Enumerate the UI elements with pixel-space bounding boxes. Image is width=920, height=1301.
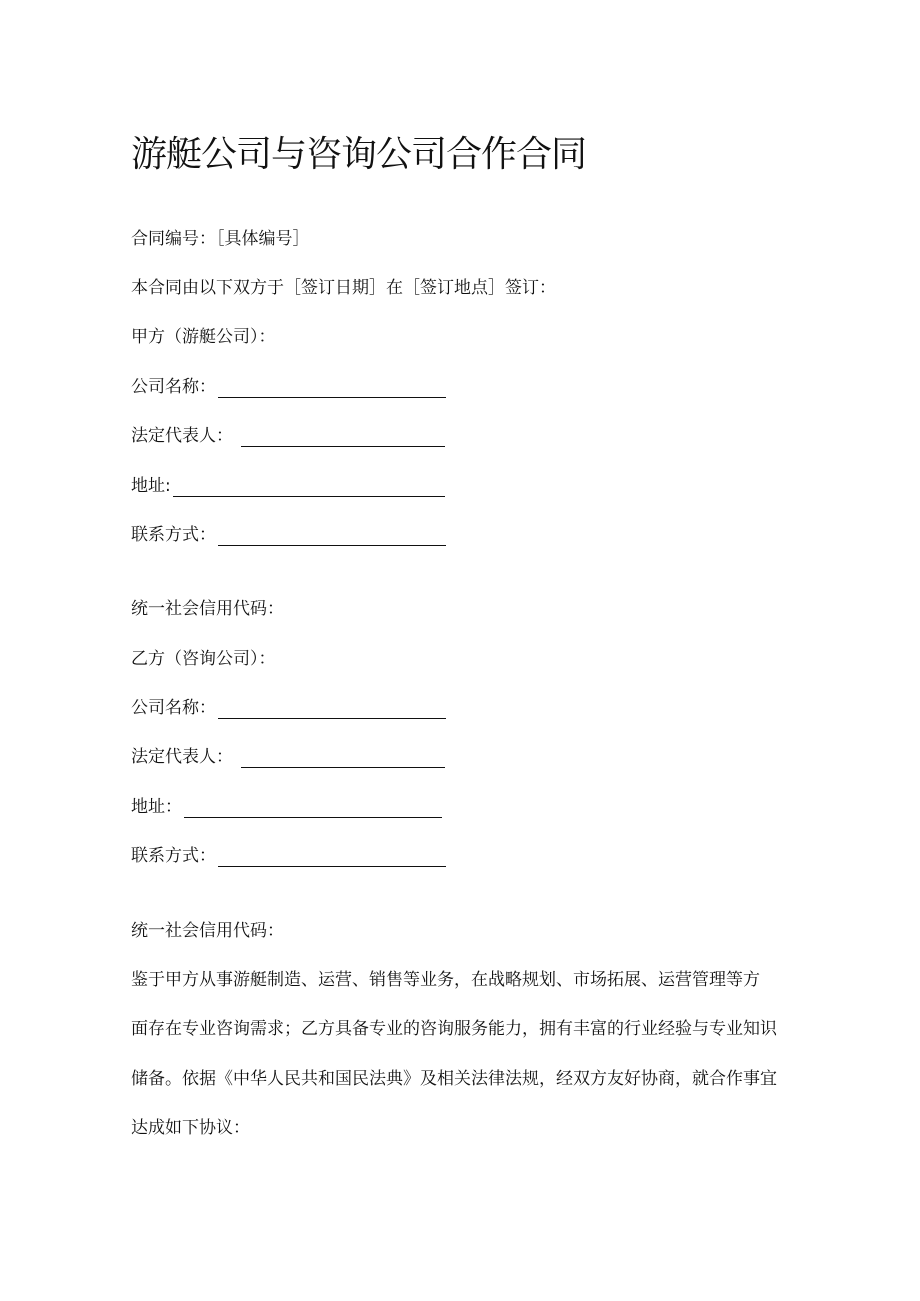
party-a-credit-code-label: 统一社会信用代码： <box>131 599 284 619</box>
preamble-line: 鉴于甲方从事游艇制造、运营、销售等业务，在战略规划、市场拓展、运营管理等方 <box>131 970 760 990</box>
party-b-credit-code-label: 统一社会信用代码： <box>131 921 284 941</box>
party-b-heading-text: 乙方（咨询公司）： <box>131 649 276 669</box>
party-a-legal-rep-row <box>131 423 445 449</box>
party-b-address-field[interactable] <box>184 801 442 818</box>
document-title: 游艇公司与咨询公司合作合同 <box>131 134 587 175</box>
party-a-contact-label: 联系方式： <box>131 525 216 545</box>
party-a-address-field[interactable] <box>173 480 445 497</box>
party-a-company-name-row <box>131 374 446 400</box>
party-a-address-label: 地址: <box>131 476 171 496</box>
preamble-paragraph <box>131 967 791 1147</box>
party-b-address-label: 地址： <box>131 797 182 817</box>
party-b-address-row <box>131 794 442 820</box>
party-b-contact-label: 联系方式： <box>131 846 216 866</box>
preamble-line: 达成如下协议： <box>131 1118 250 1138</box>
preamble-line: 储备。依据《中华人民共和国民法典》及相关法律法规，经双方友好协商，就合作事宜 <box>131 1069 777 1089</box>
party-a-credit-code-row <box>131 596 284 622</box>
party-a-address-row <box>131 473 445 499</box>
party-b-legal-rep-field[interactable] <box>241 751 445 768</box>
party-b-company-name-label: 公司名称： <box>131 698 216 718</box>
party-b-contact-field[interactable] <box>218 850 446 867</box>
party-b-legal-rep-label: 法定代表人： <box>131 747 233 767</box>
party-a-contact-field[interactable] <box>218 529 446 546</box>
party-a-heading <box>131 324 276 350</box>
party-a-legal-rep-field[interactable] <box>241 430 445 447</box>
contract-number <box>131 226 310 252</box>
contract-number-text: 合同编号：［具体编号］ <box>131 229 310 249</box>
party-b-company-name-field[interactable] <box>218 702 446 719</box>
party-a-legal-rep-label: 法定代表人： <box>131 426 233 446</box>
party-b-heading <box>131 646 276 672</box>
preamble-line: 面存在专业咨询需求；乙方具备专业的咨询服务能力，拥有丰富的行业经验与专业知识 <box>131 1019 777 1039</box>
party-b-legal-rep-row <box>131 744 445 770</box>
party-a-contact-row <box>131 522 446 548</box>
party-a-company-name-field[interactable] <box>218 381 446 398</box>
party-b-company-name-row <box>131 695 446 721</box>
contract-intro-text: 本合同由以下双方于［签订日期］在［签订地点］签订： <box>131 278 556 298</box>
party-b-credit-code-row <box>131 918 284 944</box>
contract-intro <box>131 275 556 301</box>
party-a-heading-text: 甲方（游艇公司）： <box>131 327 276 347</box>
party-b-contact-row <box>131 843 446 869</box>
party-a-company-name-label: 公司名称： <box>131 377 216 397</box>
